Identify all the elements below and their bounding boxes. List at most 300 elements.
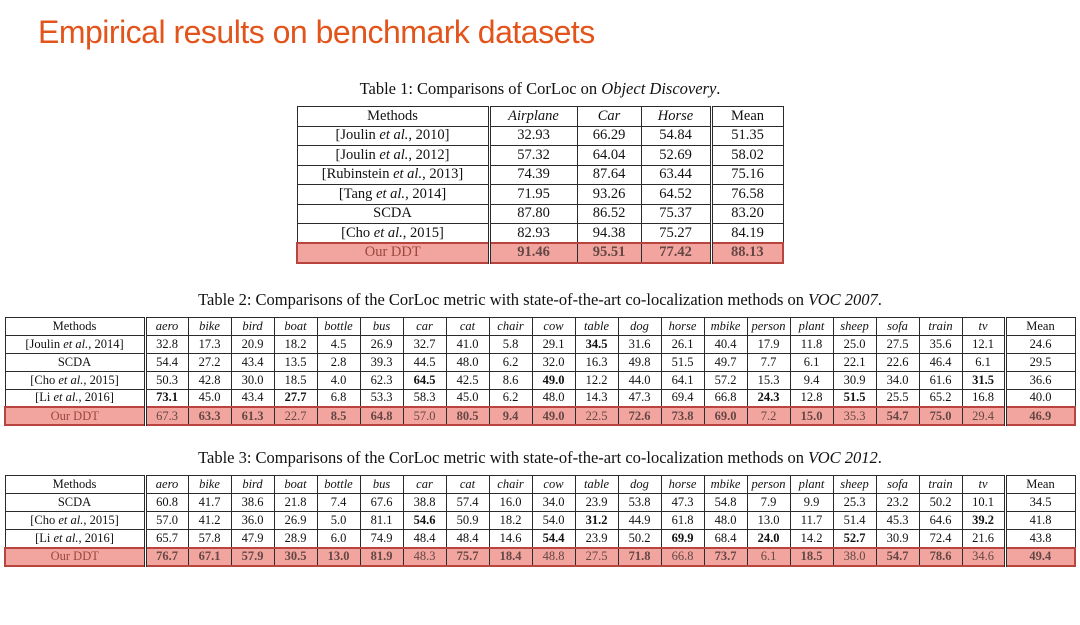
- column-header: table: [575, 317, 618, 335]
- value-cell: 42.8: [188, 371, 231, 389]
- value-cell: 36.0: [231, 512, 274, 530]
- value-cell: 27.2: [188, 353, 231, 371]
- table-row: [297, 146, 783, 166]
- method-cell: [5, 353, 145, 371]
- value-cell: 64.52: [641, 185, 711, 205]
- value-cell: 67.6: [360, 494, 403, 512]
- value-cell: 84.19: [711, 224, 783, 244]
- table-row: [5, 335, 1075, 353]
- text: .: [877, 289, 882, 309]
- value-cell: 63.44: [641, 165, 711, 185]
- value-cell: 22.5: [575, 407, 618, 425]
- value-cell: 25.3: [833, 494, 876, 512]
- value-cell: 88.13: [711, 243, 783, 263]
- method-cell: [297, 185, 489, 205]
- text: Table 3: Comparisons of the CorLoc metric with state-of-the-art co-localization methods on: [198, 448, 809, 467]
- text: [Li: [35, 530, 54, 545]
- value-cell: 31.5: [962, 371, 1005, 389]
- text: , 2012]: [408, 146, 450, 163]
- value-cell: 30.0: [231, 371, 274, 389]
- value-cell: 61.6: [919, 371, 962, 389]
- value-cell: 50.9: [446, 512, 489, 530]
- value-cell: 35.3: [833, 407, 876, 425]
- column-header: bike: [188, 317, 231, 335]
- column-header: train: [919, 476, 962, 494]
- column-header: Car: [577, 107, 641, 127]
- table-row: [5, 389, 1075, 407]
- column-header: Airplane: [489, 107, 577, 127]
- value-cell: 68.4: [704, 530, 747, 548]
- column-header: table: [575, 476, 618, 494]
- column-header: Mean: [711, 107, 783, 127]
- text: , 2015]: [83, 513, 119, 527]
- value-cell: 71.95: [489, 185, 577, 205]
- value-cell: 66.8: [704, 389, 747, 407]
- value-cell: 77.42: [641, 243, 711, 263]
- text: [Cho: [30, 513, 59, 527]
- value-cell: 52.69: [641, 146, 711, 166]
- column-header: person: [747, 317, 790, 335]
- value-cell: 14.6: [489, 530, 532, 548]
- text: [Li: [35, 390, 54, 405]
- value-cell: 29.1: [532, 335, 575, 353]
- text: , 2014]: [405, 185, 447, 202]
- italic-text: VOC 2012: [808, 448, 878, 467]
- header-row: [5, 476, 1075, 494]
- column-header: chair: [489, 476, 532, 494]
- column-header: cat: [446, 476, 489, 494]
- value-cell: 49.0: [532, 371, 575, 389]
- value-cell: 66.8: [661, 548, 704, 566]
- text: , 2014]: [88, 336, 124, 351]
- value-cell: 34.0: [876, 371, 919, 389]
- value-cell: 15.0: [790, 407, 833, 425]
- value-cell: 57.8: [188, 530, 231, 548]
- column-header: bus: [360, 476, 403, 494]
- value-cell: 73.7: [704, 548, 747, 566]
- value-cell: 75.7: [446, 548, 489, 566]
- value-cell: 75.27: [641, 224, 711, 244]
- text: .: [716, 79, 721, 98]
- column-header: aero: [145, 476, 188, 494]
- value-cell: 12.1: [962, 335, 1005, 353]
- value-cell: 30.9: [833, 371, 876, 389]
- text: [Cho: [341, 224, 374, 241]
- table3-voc2012: [0, 448, 1080, 567]
- value-cell: 75.0: [919, 407, 962, 425]
- method-cell: [5, 530, 145, 548]
- value-cell: 29.4: [962, 407, 1005, 425]
- value-cell: 34.5: [575, 335, 618, 353]
- column-header: tv: [962, 317, 1005, 335]
- value-cell: 64.04: [577, 146, 641, 166]
- value-cell: 47.9: [231, 530, 274, 548]
- column-header: bird: [231, 476, 274, 494]
- value-cell: 41.0: [446, 335, 489, 353]
- value-cell: 83.20: [711, 204, 783, 224]
- table3-voc2012-table: [4, 475, 1076, 567]
- table1-object-discovery: [0, 79, 1080, 264]
- value-cell: 45.3: [876, 512, 919, 530]
- value-cell: 53.3: [360, 389, 403, 407]
- value-cell: 29.5: [1005, 353, 1075, 371]
- value-cell: 49.7: [704, 353, 747, 371]
- value-cell: 43.4: [231, 389, 274, 407]
- highlight-row: [5, 407, 1075, 425]
- value-cell: 34.0: [532, 494, 575, 512]
- value-cell: 32.93: [489, 126, 577, 146]
- value-cell: 12.8: [790, 389, 833, 407]
- value-cell: 34.6: [962, 548, 1005, 566]
- value-cell: 27.5: [876, 335, 919, 353]
- italic-text: et al.: [379, 127, 409, 144]
- value-cell: 64.6: [919, 512, 962, 530]
- value-cell: 18.5: [274, 371, 317, 389]
- value-cell: 60.8: [145, 494, 188, 512]
- value-cell: 20.9: [231, 335, 274, 353]
- method-cell: [297, 126, 489, 146]
- value-cell: 54.7: [876, 407, 919, 425]
- value-cell: 75.37: [641, 204, 711, 224]
- value-cell: 31.6: [618, 335, 661, 353]
- text: SCDA: [57, 495, 92, 509]
- value-cell: 82.93: [489, 224, 577, 244]
- value-cell: 34.5: [1005, 494, 1075, 512]
- value-cell: 25.5: [876, 389, 919, 407]
- value-cell: 6.1: [790, 353, 833, 371]
- column-header: aero: [145, 317, 188, 335]
- column-header: Methods: [297, 107, 489, 127]
- value-cell: 40.4: [704, 335, 747, 353]
- value-cell: 54.6: [403, 512, 446, 530]
- text: Our DDT: [50, 549, 99, 563]
- value-cell: 46.4: [919, 353, 962, 371]
- value-cell: 71.8: [618, 548, 661, 566]
- column-header: train: [919, 317, 962, 335]
- value-cell: 65.2: [919, 389, 962, 407]
- text: , 2013]: [422, 166, 464, 183]
- italic-text: et al.: [373, 224, 403, 241]
- value-cell: 6.8: [317, 389, 360, 407]
- value-cell: 18.2: [489, 512, 532, 530]
- value-cell: 7.2: [747, 407, 790, 425]
- column-header: mbike: [704, 476, 747, 494]
- value-cell: 9.4: [790, 371, 833, 389]
- value-cell: 63.3: [188, 407, 231, 425]
- column-header: bus: [360, 317, 403, 335]
- column-header: Methods: [5, 476, 145, 494]
- method-cell: [5, 407, 145, 425]
- italic-text: et al.: [379, 146, 409, 163]
- value-cell: 43.8: [1005, 530, 1075, 548]
- value-cell: 4.5: [317, 335, 360, 353]
- value-cell: 61.3: [231, 407, 274, 425]
- value-cell: 11.7: [790, 512, 833, 530]
- table-caption: [0, 79, 1080, 99]
- value-cell: 6.1: [747, 548, 790, 566]
- column-header: boat: [274, 317, 317, 335]
- value-cell: 26.9: [360, 335, 403, 353]
- column-header: horse: [661, 476, 704, 494]
- italic-text: et al.: [53, 530, 79, 545]
- value-cell: 64.5: [403, 371, 446, 389]
- value-cell: 2.8: [317, 353, 360, 371]
- column-header: horse: [661, 317, 704, 335]
- value-cell: 41.2: [188, 512, 231, 530]
- header-row: [5, 317, 1075, 335]
- table-caption: [0, 448, 1080, 468]
- value-cell: 78.6: [919, 548, 962, 566]
- value-cell: 21.6: [962, 530, 1005, 548]
- column-header: bottle: [317, 476, 360, 494]
- value-cell: 54.7: [876, 548, 919, 566]
- value-cell: 72.6: [618, 407, 661, 425]
- column-header: sofa: [876, 476, 919, 494]
- method-cell: [5, 494, 145, 512]
- method-cell: [5, 548, 145, 566]
- value-cell: 23.9: [575, 530, 618, 548]
- text: .: [877, 448, 882, 467]
- value-cell: 13.0: [747, 512, 790, 530]
- value-cell: 48.0: [446, 353, 489, 371]
- value-cell: 22.1: [833, 353, 876, 371]
- column-header: bike: [188, 476, 231, 494]
- value-cell: 6.1: [962, 353, 1005, 371]
- value-cell: 26.9: [274, 512, 317, 530]
- column-header: Mean: [1005, 476, 1075, 494]
- value-cell: 5.8: [489, 335, 532, 353]
- text: SCDA: [57, 354, 92, 369]
- table-row: [297, 126, 783, 146]
- table-row: [297, 224, 783, 244]
- value-cell: 51.35: [711, 126, 783, 146]
- value-cell: 86.52: [577, 204, 641, 224]
- value-cell: 49.8: [618, 353, 661, 371]
- text: SCDA: [373, 205, 412, 222]
- value-cell: 15.3: [747, 371, 790, 389]
- value-cell: 93.26: [577, 185, 641, 205]
- value-cell: 24.6: [1005, 335, 1075, 353]
- value-cell: 21.8: [274, 494, 317, 512]
- value-cell: 50.2: [618, 530, 661, 548]
- value-cell: 74.39: [489, 165, 577, 185]
- value-cell: 57.0: [403, 407, 446, 425]
- value-cell: 49.4: [1005, 548, 1075, 566]
- value-cell: 13.5: [274, 353, 317, 371]
- value-cell: 50.3: [145, 371, 188, 389]
- value-cell: 42.5: [446, 371, 489, 389]
- value-cell: 54.4: [532, 530, 575, 548]
- column-header: car: [403, 476, 446, 494]
- value-cell: 13.0: [317, 548, 360, 566]
- table-row: [297, 185, 783, 205]
- value-cell: 54.0: [532, 512, 575, 530]
- highlight-row: [297, 243, 783, 263]
- value-cell: 64.8: [360, 407, 403, 425]
- value-cell: 50.2: [919, 494, 962, 512]
- italic-text: et al.: [376, 185, 406, 202]
- text: , 2015]: [402, 224, 444, 241]
- table2-voc2007: [0, 290, 1080, 427]
- value-cell: 11.8: [790, 335, 833, 353]
- value-cell: 41.8: [1005, 512, 1075, 530]
- column-header: Methods: [5, 317, 145, 335]
- value-cell: 30.9: [876, 530, 919, 548]
- column-header: Mean: [1005, 317, 1075, 335]
- value-cell: 32.0: [532, 353, 575, 371]
- value-cell: 5.0: [317, 512, 360, 530]
- value-cell: 16.8: [962, 389, 1005, 407]
- table-row: [297, 204, 783, 224]
- value-cell: 23.9: [575, 494, 618, 512]
- text: , 2010]: [408, 127, 450, 144]
- value-cell: 40.0: [1005, 389, 1075, 407]
- value-cell: 57.4: [446, 494, 489, 512]
- value-cell: 18.4: [489, 548, 532, 566]
- table-row: [5, 371, 1075, 389]
- value-cell: 65.7: [145, 530, 188, 548]
- value-cell: 36.6: [1005, 371, 1075, 389]
- value-cell: 69.4: [661, 389, 704, 407]
- column-header: dog: [618, 317, 661, 335]
- value-cell: 31.2: [575, 512, 618, 530]
- method-cell: [5, 512, 145, 530]
- text: [Tang: [338, 185, 377, 202]
- highlight-row: [5, 548, 1075, 566]
- value-cell: 57.0: [145, 512, 188, 530]
- value-cell: 7.7: [747, 353, 790, 371]
- table-row: [5, 494, 1075, 512]
- value-cell: 28.9: [274, 530, 317, 548]
- method-cell: [5, 335, 145, 353]
- value-cell: 66.29: [577, 126, 641, 146]
- text: Table 1: Comparisons of CorLoc on: [359, 79, 602, 98]
- italic-text: et al.: [393, 166, 423, 183]
- value-cell: 67.3: [145, 407, 188, 425]
- value-cell: 73.1: [145, 389, 188, 407]
- value-cell: 14.2: [790, 530, 833, 548]
- value-cell: 48.4: [403, 530, 446, 548]
- value-cell: 16.3: [575, 353, 618, 371]
- value-cell: 67.1: [188, 548, 231, 566]
- value-cell: 87.80: [489, 204, 577, 224]
- value-cell: 38.6: [231, 494, 274, 512]
- table-caption: [0, 290, 1080, 310]
- value-cell: 46.9: [1005, 407, 1075, 425]
- value-cell: 91.46: [489, 243, 577, 263]
- slide-title: Empirical results on benchmark datasets: [38, 14, 595, 50]
- value-cell: 44.9: [618, 512, 661, 530]
- column-header: chair: [489, 317, 532, 335]
- column-header: cow: [532, 476, 575, 494]
- value-cell: 45.0: [446, 389, 489, 407]
- value-cell: 9.9: [790, 494, 833, 512]
- value-cell: 73.8: [661, 407, 704, 425]
- table2-voc2007-table: [4, 317, 1076, 427]
- value-cell: 48.8: [532, 548, 575, 566]
- value-cell: 87.64: [577, 165, 641, 185]
- value-cell: 58.02: [711, 146, 783, 166]
- method-cell: [5, 389, 145, 407]
- value-cell: 6.2: [489, 353, 532, 371]
- value-cell: 4.0: [317, 371, 360, 389]
- column-header: person: [747, 476, 790, 494]
- value-cell: 94.38: [577, 224, 641, 244]
- column-header: dog: [618, 476, 661, 494]
- italic-text: et al.: [63, 336, 89, 351]
- value-cell: 14.3: [575, 389, 618, 407]
- italic-text: et al.: [58, 372, 84, 387]
- column-header: tv: [962, 476, 1005, 494]
- value-cell: 18.5: [790, 548, 833, 566]
- value-cell: 10.1: [962, 494, 1005, 512]
- value-cell: 48.4: [446, 530, 489, 548]
- value-cell: 74.9: [360, 530, 403, 548]
- value-cell: 44.0: [618, 371, 661, 389]
- text: , 2016]: [78, 530, 114, 545]
- value-cell: 45.0: [188, 389, 231, 407]
- method-cell: [5, 371, 145, 389]
- column-header: Horse: [641, 107, 711, 127]
- value-cell: 54.84: [641, 126, 711, 146]
- value-cell: 48.0: [532, 389, 575, 407]
- text: [Rubinstein: [321, 166, 394, 183]
- column-header: cat: [446, 317, 489, 335]
- value-cell: 25.0: [833, 335, 876, 353]
- value-cell: 43.4: [231, 353, 274, 371]
- value-cell: 72.4: [919, 530, 962, 548]
- value-cell: 8.6: [489, 371, 532, 389]
- value-cell: 26.1: [661, 335, 704, 353]
- text: [Joulin: [335, 127, 380, 144]
- value-cell: 62.3: [360, 371, 403, 389]
- text: [Cho: [30, 372, 59, 387]
- text: [Joulin: [335, 146, 380, 163]
- value-cell: 61.8: [661, 512, 704, 530]
- value-cell: 24.0: [747, 530, 790, 548]
- value-cell: 39.3: [360, 353, 403, 371]
- text: Our DDT: [364, 244, 421, 261]
- value-cell: 48.3: [403, 548, 446, 566]
- italic-text: et al.: [58, 513, 84, 527]
- column-header: sheep: [833, 317, 876, 335]
- value-cell: 51.4: [833, 512, 876, 530]
- value-cell: 54.4: [145, 353, 188, 371]
- value-cell: 35.6: [919, 335, 962, 353]
- value-cell: 17.3: [188, 335, 231, 353]
- text: [Joulin: [25, 336, 64, 351]
- value-cell: 12.2: [575, 371, 618, 389]
- value-cell: 38.0: [833, 548, 876, 566]
- value-cell: 16.0: [489, 494, 532, 512]
- value-cell: 48.0: [704, 512, 747, 530]
- value-cell: 64.1: [661, 371, 704, 389]
- value-cell: 69.0: [704, 407, 747, 425]
- table-row: [5, 353, 1075, 371]
- value-cell: 49.0: [532, 407, 575, 425]
- value-cell: 51.5: [833, 389, 876, 407]
- method-cell: [297, 224, 489, 244]
- value-cell: 57.9: [231, 548, 274, 566]
- value-cell: 17.9: [747, 335, 790, 353]
- value-cell: 81.9: [360, 548, 403, 566]
- value-cell: 41.7: [188, 494, 231, 512]
- value-cell: 53.8: [618, 494, 661, 512]
- column-header: bottle: [317, 317, 360, 335]
- method-cell: [297, 204, 489, 224]
- value-cell: 57.32: [489, 146, 577, 166]
- value-cell: 27.7: [274, 389, 317, 407]
